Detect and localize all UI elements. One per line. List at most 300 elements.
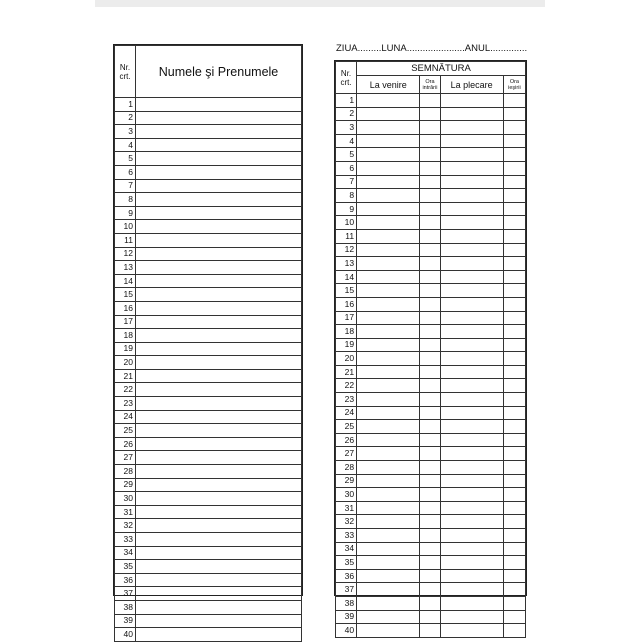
arrival-hour-header bbox=[420, 76, 440, 94]
departure-signature-cell[interactable] bbox=[440, 406, 503, 420]
table-row bbox=[336, 257, 526, 271]
names-table bbox=[114, 45, 302, 642]
arrival-signature-cell[interactable] bbox=[357, 393, 420, 407]
departure-hour-cell[interactable] bbox=[503, 556, 525, 570]
table-row bbox=[115, 356, 302, 370]
row-number: 15 bbox=[115, 288, 136, 302]
table-row bbox=[336, 474, 526, 488]
arrival-hour-cell[interactable] bbox=[420, 257, 440, 271]
departure-hour-cell[interactable] bbox=[503, 243, 525, 257]
arrival-hour-cell[interactable] bbox=[420, 121, 440, 135]
signature-form bbox=[334, 60, 527, 635]
arrival-hour-cell[interactable] bbox=[420, 569, 440, 583]
arrival-hour-cell[interactable] bbox=[420, 229, 440, 243]
departure-signature-cell[interactable] bbox=[440, 202, 503, 216]
row-number: 29 bbox=[115, 478, 136, 492]
departure-hour-cell[interactable] bbox=[503, 433, 525, 447]
departure-signature-cell[interactable] bbox=[440, 229, 503, 243]
departure-signature-cell[interactable] bbox=[440, 474, 503, 488]
table-row bbox=[336, 148, 526, 162]
arrival-hour-cell[interactable] bbox=[420, 352, 440, 366]
arrival-hour-cell[interactable] bbox=[420, 488, 440, 502]
departure-signature-cell[interactable] bbox=[440, 94, 503, 108]
departure-hour-cell[interactable] bbox=[503, 148, 525, 162]
table-row bbox=[336, 284, 526, 298]
arrival-hour-cell[interactable] bbox=[420, 393, 440, 407]
row-number: 33 bbox=[336, 529, 357, 543]
arrival-hour-cell[interactable] bbox=[420, 433, 440, 447]
name-cell[interactable] bbox=[136, 478, 302, 492]
departure-signature-cell[interactable] bbox=[440, 529, 503, 543]
departure-signature-cell[interactable] bbox=[440, 433, 503, 447]
row-number: 17 bbox=[115, 315, 136, 329]
table-row bbox=[115, 587, 302, 601]
departure-hour-cell[interactable] bbox=[503, 610, 525, 624]
arrival-hour-cell[interactable] bbox=[420, 134, 440, 148]
table-row bbox=[115, 220, 302, 234]
arrival-signature-cell[interactable] bbox=[357, 624, 420, 638]
nr-crt-header bbox=[115, 46, 136, 98]
arrival-hour-cell[interactable] bbox=[420, 515, 440, 529]
name-cell[interactable] bbox=[136, 614, 302, 628]
arrival-signature-cell[interactable] bbox=[357, 610, 420, 624]
departure-hour-line2: ieşirii bbox=[508, 84, 521, 91]
arrival-hour-cell[interactable] bbox=[420, 161, 440, 175]
departure-signature-cell[interactable] bbox=[440, 284, 503, 298]
name-cell[interactable] bbox=[136, 546, 302, 560]
arrival-signature-cell[interactable] bbox=[357, 338, 420, 352]
departure-signature-cell[interactable] bbox=[440, 583, 503, 597]
row-number: 26 bbox=[336, 433, 357, 447]
table-row bbox=[115, 125, 302, 139]
departure-hour-cell[interactable] bbox=[503, 338, 525, 352]
name-cell[interactable] bbox=[136, 329, 302, 343]
name-cell[interactable] bbox=[136, 356, 302, 370]
name-cell[interactable] bbox=[136, 111, 302, 125]
departure-signature-cell[interactable] bbox=[440, 542, 503, 556]
arrival-signature-cell[interactable] bbox=[357, 556, 420, 570]
nr-header-line1: Nr. bbox=[340, 68, 352, 78]
table-row bbox=[336, 121, 526, 135]
departure-signature-cell[interactable] bbox=[440, 596, 503, 610]
row-number: 37 bbox=[115, 587, 136, 601]
name-cell[interactable] bbox=[136, 492, 302, 506]
name-cell[interactable] bbox=[136, 410, 302, 424]
table-row bbox=[336, 94, 526, 108]
departure-hour-cell[interactable] bbox=[503, 393, 525, 407]
departure-signature-cell[interactable] bbox=[440, 461, 503, 475]
nr-crt-header bbox=[336, 62, 357, 94]
row-number: 35 bbox=[115, 560, 136, 574]
departure-hour-cell[interactable] bbox=[503, 121, 525, 135]
row-number: 24 bbox=[336, 406, 357, 420]
arrival-signature-cell[interactable] bbox=[357, 243, 420, 257]
table-row bbox=[115, 152, 302, 166]
row-number: 34 bbox=[336, 542, 357, 556]
name-cell[interactable] bbox=[136, 301, 302, 315]
name-cell[interactable] bbox=[136, 125, 302, 139]
name-cell[interactable] bbox=[136, 193, 302, 207]
arrival-signature-cell[interactable] bbox=[357, 216, 420, 230]
departure-signature-cell[interactable] bbox=[440, 447, 503, 461]
departure-signature-cell[interactable] bbox=[440, 148, 503, 162]
departure-hour-cell[interactable] bbox=[503, 175, 525, 189]
name-cell[interactable] bbox=[136, 519, 302, 533]
departure-hour-cell[interactable] bbox=[503, 569, 525, 583]
row-number: 30 bbox=[336, 488, 357, 502]
row-number: 35 bbox=[336, 556, 357, 570]
top-bar bbox=[95, 0, 545, 7]
arrival-hour-cell[interactable] bbox=[420, 243, 440, 257]
departure-signature-cell[interactable] bbox=[440, 501, 503, 515]
name-cell[interactable] bbox=[136, 505, 302, 519]
table-row bbox=[115, 573, 302, 587]
departure-signature-cell[interactable] bbox=[440, 420, 503, 434]
departure-signature-cell[interactable] bbox=[440, 311, 503, 325]
name-cell[interactable] bbox=[136, 274, 302, 288]
arrival-signature-cell[interactable] bbox=[357, 352, 420, 366]
table-row bbox=[336, 501, 526, 515]
arrival-hour-cell[interactable] bbox=[420, 325, 440, 339]
departure-signature-cell[interactable] bbox=[440, 352, 503, 366]
row-number: 27 bbox=[336, 447, 357, 461]
departure-hour-cell[interactable] bbox=[503, 379, 525, 393]
name-cell[interactable] bbox=[136, 560, 302, 574]
arrival-signature-cell[interactable] bbox=[357, 583, 420, 597]
arrival-signature-cell[interactable] bbox=[357, 569, 420, 583]
row-number: 21 bbox=[115, 369, 136, 383]
row-number: 10 bbox=[336, 216, 357, 230]
table-row bbox=[115, 165, 302, 179]
arrival-signature-cell[interactable] bbox=[357, 461, 420, 475]
departure-hour-cell[interactable] bbox=[503, 216, 525, 230]
departure-hour-cell[interactable] bbox=[503, 365, 525, 379]
nr-header-line1: Nr. bbox=[119, 62, 131, 72]
arrival-hour-cell[interactable] bbox=[420, 461, 440, 475]
arrival-signature-cell[interactable] bbox=[357, 284, 420, 298]
name-cell[interactable] bbox=[136, 573, 302, 587]
row-number: 30 bbox=[115, 492, 136, 506]
arrival-hour-cell[interactable] bbox=[420, 501, 440, 515]
table-row bbox=[336, 297, 526, 311]
table-row bbox=[336, 229, 526, 243]
departure-signature-cell[interactable] bbox=[440, 216, 503, 230]
row-number: 32 bbox=[336, 515, 357, 529]
name-cell[interactable] bbox=[136, 424, 302, 438]
row-number: 2 bbox=[336, 107, 357, 121]
departure-signature-cell[interactable] bbox=[440, 393, 503, 407]
arrival-signature-cell[interactable] bbox=[357, 161, 420, 175]
row-number: 29 bbox=[336, 474, 357, 488]
departure-hour-cell[interactable] bbox=[503, 501, 525, 515]
arrival-signature-cell[interactable] bbox=[357, 270, 420, 284]
arrival-signature-cell[interactable] bbox=[357, 94, 420, 108]
arrival-signature-cell[interactable] bbox=[357, 433, 420, 447]
table-row bbox=[336, 161, 526, 175]
signature-header: SEMNĂTURA bbox=[357, 62, 526, 76]
arrival-signature-cell[interactable] bbox=[357, 148, 420, 162]
table-row bbox=[115, 614, 302, 628]
arrival-signature-cell[interactable] bbox=[357, 488, 420, 502]
arrival-hour-cell[interactable] bbox=[420, 420, 440, 434]
departure-hour-cell[interactable] bbox=[503, 583, 525, 597]
departure-signature-cell[interactable] bbox=[440, 610, 503, 624]
table-row bbox=[336, 311, 526, 325]
departure-hour-cell[interactable] bbox=[503, 624, 525, 638]
departure-hour-cell[interactable] bbox=[503, 257, 525, 271]
arrival-header: La venire bbox=[357, 76, 420, 94]
departure-hour-cell[interactable] bbox=[503, 202, 525, 216]
arrival-hour-cell[interactable] bbox=[420, 542, 440, 556]
departure-signature-cell[interactable] bbox=[440, 365, 503, 379]
arrival-signature-cell[interactable] bbox=[357, 420, 420, 434]
arrival-signature-cell[interactable] bbox=[357, 311, 420, 325]
departure-hour-cell[interactable] bbox=[503, 107, 525, 121]
arrival-hour-cell[interactable] bbox=[420, 311, 440, 325]
name-cell[interactable] bbox=[136, 315, 302, 329]
departure-signature-cell[interactable] bbox=[440, 569, 503, 583]
arrival-signature-cell[interactable] bbox=[357, 596, 420, 610]
departure-signature-cell[interactable] bbox=[440, 556, 503, 570]
table-row bbox=[336, 189, 526, 203]
name-cell[interactable] bbox=[136, 383, 302, 397]
arrival-hour-cell[interactable] bbox=[420, 338, 440, 352]
row-number: 40 bbox=[115, 628, 136, 642]
arrival-signature-cell[interactable] bbox=[357, 447, 420, 461]
arrival-signature-cell[interactable] bbox=[357, 474, 420, 488]
row-number: 1 bbox=[336, 94, 357, 108]
name-cell[interactable] bbox=[136, 533, 302, 547]
row-number: 20 bbox=[336, 352, 357, 366]
departure-signature-cell[interactable] bbox=[440, 624, 503, 638]
table-row bbox=[115, 193, 302, 207]
name-cell[interactable] bbox=[136, 369, 302, 383]
table-row bbox=[115, 628, 302, 642]
name-cell[interactable] bbox=[136, 261, 302, 275]
table-row bbox=[336, 134, 526, 148]
row-number: 14 bbox=[115, 274, 136, 288]
departure-hour-cell[interactable] bbox=[503, 134, 525, 148]
departure-hour-cell[interactable] bbox=[503, 94, 525, 108]
row-number: 15 bbox=[336, 284, 357, 298]
row-number: 23 bbox=[115, 397, 136, 411]
row-number: 16 bbox=[336, 297, 357, 311]
table-row bbox=[336, 243, 526, 257]
table-row bbox=[336, 515, 526, 529]
name-cell[interactable] bbox=[136, 152, 302, 166]
arrival-signature-cell[interactable] bbox=[357, 189, 420, 203]
departure-hour-cell[interactable] bbox=[503, 311, 525, 325]
departure-signature-cell[interactable] bbox=[440, 257, 503, 271]
departure-hour-cell[interactable] bbox=[503, 270, 525, 284]
departure-hour-cell[interactable] bbox=[503, 189, 525, 203]
name-cell[interactable] bbox=[136, 206, 302, 220]
table-row bbox=[115, 329, 302, 343]
departure-hour-cell[interactable] bbox=[503, 229, 525, 243]
arrival-signature-cell[interactable] bbox=[357, 365, 420, 379]
departure-hour-cell[interactable] bbox=[503, 529, 525, 543]
name-header: Numele şi Prenumele bbox=[136, 46, 302, 98]
row-number: 14 bbox=[336, 270, 357, 284]
row-number: 1 bbox=[115, 98, 136, 112]
arrival-signature-cell[interactable] bbox=[357, 107, 420, 121]
departure-signature-cell[interactable] bbox=[440, 270, 503, 284]
arrival-signature-cell[interactable] bbox=[357, 379, 420, 393]
arrival-signature-cell[interactable] bbox=[357, 406, 420, 420]
name-cell[interactable] bbox=[136, 587, 302, 601]
departure-hour-cell[interactable] bbox=[503, 542, 525, 556]
departure-signature-cell[interactable] bbox=[440, 488, 503, 502]
row-number: 3 bbox=[336, 121, 357, 135]
name-cell[interactable] bbox=[136, 628, 302, 642]
departure-hour-cell[interactable] bbox=[503, 406, 525, 420]
name-cell[interactable] bbox=[136, 220, 302, 234]
arrival-hour-cell[interactable] bbox=[420, 284, 440, 298]
name-cell[interactable] bbox=[136, 98, 302, 112]
departure-signature-cell[interactable] bbox=[440, 121, 503, 135]
departure-signature-cell[interactable] bbox=[440, 243, 503, 257]
arrival-hour-cell[interactable] bbox=[420, 529, 440, 543]
arrival-signature-cell[interactable] bbox=[357, 229, 420, 243]
arrival-signature-cell[interactable] bbox=[357, 134, 420, 148]
name-cell[interactable] bbox=[136, 465, 302, 479]
departure-hour-cell[interactable] bbox=[503, 284, 525, 298]
row-number: 17 bbox=[336, 311, 357, 325]
name-cell[interactable] bbox=[136, 138, 302, 152]
departure-signature-cell[interactable] bbox=[440, 134, 503, 148]
arrival-hour-cell[interactable] bbox=[420, 624, 440, 638]
name-cell[interactable] bbox=[136, 600, 302, 614]
name-cell[interactable] bbox=[136, 165, 302, 179]
arrival-hour-cell[interactable] bbox=[420, 297, 440, 311]
arrival-signature-cell[interactable] bbox=[357, 529, 420, 543]
departure-signature-cell[interactable] bbox=[440, 338, 503, 352]
arrival-hour-cell[interactable] bbox=[420, 474, 440, 488]
arrival-hour-cell[interactable] bbox=[420, 189, 440, 203]
table-row bbox=[336, 107, 526, 121]
departure-hour-cell[interactable] bbox=[503, 461, 525, 475]
departure-signature-cell[interactable] bbox=[440, 189, 503, 203]
arrival-signature-cell[interactable] bbox=[357, 542, 420, 556]
row-number: 18 bbox=[115, 329, 136, 343]
name-cell[interactable] bbox=[136, 342, 302, 356]
table-row bbox=[336, 529, 526, 543]
arrival-signature-cell[interactable] bbox=[357, 257, 420, 271]
table-row bbox=[336, 365, 526, 379]
table-row bbox=[336, 325, 526, 339]
row-number: 11 bbox=[336, 229, 357, 243]
departure-hour-cell[interactable] bbox=[503, 515, 525, 529]
table-row bbox=[336, 624, 526, 638]
table-row bbox=[115, 369, 302, 383]
arrival-hour-cell[interactable] bbox=[420, 365, 440, 379]
row-number: 2 bbox=[115, 111, 136, 125]
table-row bbox=[336, 420, 526, 434]
arrival-hour-cell[interactable] bbox=[420, 610, 440, 624]
date-line: ZIUA.........LUNA......................ANUL.............. bbox=[336, 43, 528, 54]
departure-signature-cell[interactable] bbox=[440, 161, 503, 175]
table-row bbox=[336, 542, 526, 556]
table-row bbox=[115, 274, 302, 288]
arrival-hour-cell[interactable] bbox=[420, 379, 440, 393]
arrival-signature-cell[interactable] bbox=[357, 325, 420, 339]
departure-signature-cell[interactable] bbox=[440, 325, 503, 339]
row-number: 9 bbox=[115, 206, 136, 220]
row-number: 24 bbox=[115, 410, 136, 424]
departure-hour-header bbox=[503, 76, 525, 94]
table-row bbox=[115, 546, 302, 560]
departure-hour-cell[interactable] bbox=[503, 420, 525, 434]
arrival-hour-cell[interactable] bbox=[420, 583, 440, 597]
row-number: 12 bbox=[115, 247, 136, 261]
departure-hour-cell[interactable] bbox=[503, 325, 525, 339]
row-number: 4 bbox=[115, 138, 136, 152]
name-cell[interactable] bbox=[136, 451, 302, 465]
arrival-signature-cell[interactable] bbox=[357, 297, 420, 311]
arrival-hour-cell[interactable] bbox=[420, 216, 440, 230]
signature-table bbox=[335, 61, 526, 638]
arrival-signature-cell[interactable] bbox=[357, 501, 420, 515]
row-number: 33 bbox=[115, 533, 136, 547]
table-row bbox=[115, 342, 302, 356]
arrival-signature-cell[interactable] bbox=[357, 202, 420, 216]
table-row bbox=[115, 533, 302, 547]
row-number: 22 bbox=[336, 379, 357, 393]
arrival-hour-cell[interactable] bbox=[420, 148, 440, 162]
row-number: 4 bbox=[336, 134, 357, 148]
departure-signature-cell[interactable] bbox=[440, 107, 503, 121]
row-number: 26 bbox=[115, 437, 136, 451]
arrival-hour-cell[interactable] bbox=[420, 270, 440, 284]
arrival-hour-cell[interactable] bbox=[420, 202, 440, 216]
arrival-hour-cell[interactable] bbox=[420, 94, 440, 108]
table-row bbox=[115, 288, 302, 302]
departure-signature-cell[interactable] bbox=[440, 297, 503, 311]
arrival-hour-cell[interactable] bbox=[420, 447, 440, 461]
name-cell[interactable] bbox=[136, 288, 302, 302]
departure-hour-cell[interactable] bbox=[503, 474, 525, 488]
row-number: 13 bbox=[115, 261, 136, 275]
arrival-hour-cell[interactable] bbox=[420, 406, 440, 420]
name-cell[interactable] bbox=[136, 179, 302, 193]
name-cell[interactable] bbox=[136, 233, 302, 247]
table-row bbox=[115, 261, 302, 275]
departure-hour-cell[interactable] bbox=[503, 352, 525, 366]
name-cell[interactable] bbox=[136, 437, 302, 451]
arrival-hour-cell[interactable] bbox=[420, 596, 440, 610]
departure-hour-cell[interactable] bbox=[503, 596, 525, 610]
name-cell[interactable] bbox=[136, 397, 302, 411]
arrival-hour-cell[interactable] bbox=[420, 107, 440, 121]
arrival-hour-cell[interactable] bbox=[420, 556, 440, 570]
departure-signature-cell[interactable] bbox=[440, 379, 503, 393]
table-row bbox=[336, 352, 526, 366]
departure-signature-cell[interactable] bbox=[440, 515, 503, 529]
name-cell[interactable] bbox=[136, 247, 302, 261]
departure-hour-cell[interactable] bbox=[503, 297, 525, 311]
departure-hour-cell[interactable] bbox=[503, 161, 525, 175]
signature-table-body bbox=[336, 94, 526, 638]
departure-hour-cell[interactable] bbox=[503, 447, 525, 461]
departure-hour-cell[interactable] bbox=[503, 488, 525, 502]
departure-signature-cell[interactable] bbox=[440, 175, 503, 189]
row-number: 38 bbox=[115, 600, 136, 614]
table-row bbox=[336, 610, 526, 624]
arrival-signature-cell[interactable] bbox=[357, 121, 420, 135]
arrival-signature-cell[interactable] bbox=[357, 175, 420, 189]
arrival-hour-cell[interactable] bbox=[420, 175, 440, 189]
arrival-signature-cell[interactable] bbox=[357, 515, 420, 529]
